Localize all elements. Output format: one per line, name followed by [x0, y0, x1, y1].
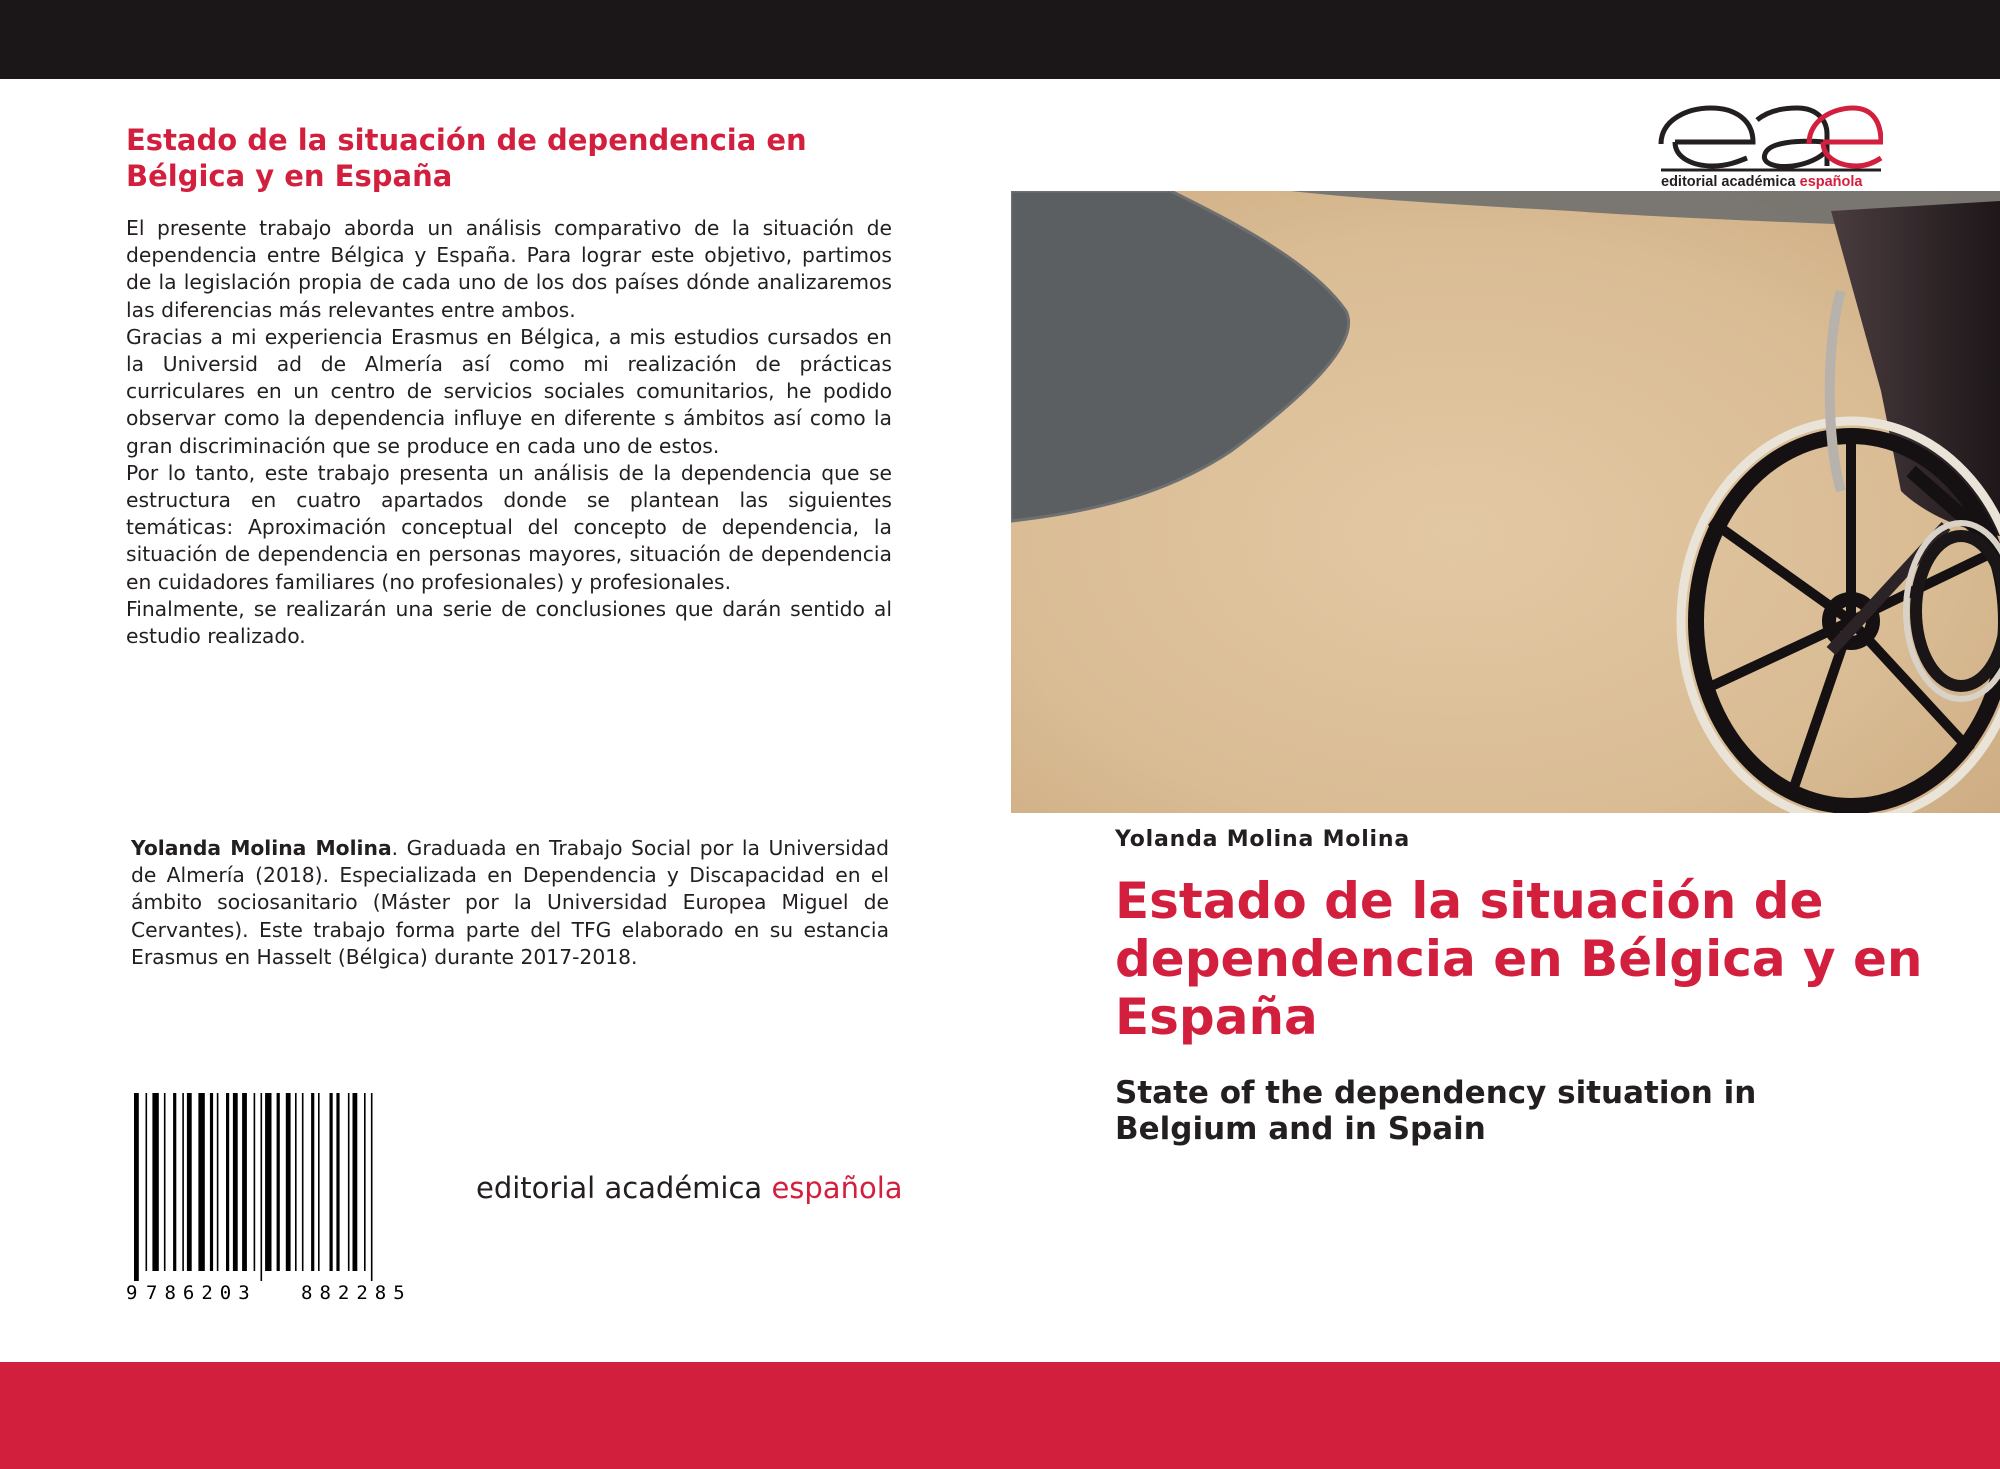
barcode-bar [173, 1093, 176, 1271]
blurb-paragraph: Por lo tanto, este trabajo presenta un análisis de la dependencia que se estructura en cuatro apartados donde se plantean las siguientes temáticas: Aproximación conceptual del concepto de dependencia, la situación de dependencia en personas mayores, situación de dependencia en cuidadores familiares (no profesionales) y profesionales. [126, 460, 892, 594]
barcode-bar [233, 1093, 238, 1271]
isbn-barcode [126, 1093, 460, 1303]
barcode-bar [164, 1093, 166, 1271]
barcode-bar [261, 1093, 263, 1281]
blurb-paragraph: El presente trabajo aborda un análisis comparativo de la situación de dependencia entre Bélgica y España. Para lograr este objetivo, partimos de la legislación propia de cada uno de los dos países dónde analizaremos las diferencias más relevantes entre ambos. [126, 216, 892, 322]
author-bio [131, 835, 889, 971]
barcode-bar [210, 1093, 213, 1271]
barcode-bar [286, 1093, 291, 1271]
barcode-bar [134, 1093, 139, 1281]
logo-text: editorial académica [1661, 174, 1796, 190]
author-bio-name: Yolanda Molina Molina [131, 836, 392, 860]
author-bio-text: . Graduada en Trabajo Social por la Universidad de Almería (2018). Especializada en Dependencia y Discapacidad en el ámbito sociosanitario (Máster por la Universidad Europea Miguel de Cervantes). Este trabajo forma parte del TFG elaborado en su estancia Erasmus en Hasselt (Bélgica) durante 2017-2018. [131, 836, 889, 969]
cover-photo-wheelchair [1011, 191, 2000, 813]
barcode-bar [217, 1093, 219, 1271]
barcode-bar [295, 1093, 297, 1271]
publisher-name-accent: española [771, 1171, 903, 1205]
publisher-name: editorial académica [476, 1171, 763, 1205]
barcode-bar [152, 1093, 158, 1271]
isbn-digit-prefix: 9 [126, 1282, 138, 1303]
barcode-bar [146, 1093, 148, 1271]
publisher-logo [1657, 100, 1883, 190]
barcode-bar [364, 1093, 366, 1271]
barcode-bar [330, 1093, 333, 1271]
isbn-digits-right: 882285 [301, 1282, 412, 1303]
publisher-imprint [476, 1168, 903, 1208]
barcode-bar [265, 1093, 271, 1271]
back-cover-blurb [126, 215, 892, 650]
barcode-bar [198, 1093, 204, 1271]
front-cover-subtitle: State of the dependency situation in Belgium and in Spain [1115, 1075, 1757, 1147]
barcode-bar [353, 1093, 358, 1271]
isbn-digits-left: 786203 [146, 1282, 257, 1303]
barcode-bar [277, 1093, 280, 1271]
barcode-bar [254, 1093, 256, 1271]
svg-text:editorial académica española [1661, 174, 1863, 190]
barcode-bar [336, 1093, 339, 1271]
blurb-paragraph: Finalmente, se realizarán una serie de conclusiones que darán sentido al estudio realizado. [126, 596, 892, 649]
bottom-red-band [0, 1362, 2000, 1469]
logo-text-accent: española [1799, 174, 1863, 190]
barcode-bar [371, 1093, 373, 1281]
top-dark-band [0, 0, 2000, 79]
front-cover-author: Yolanda Molina Molina [1115, 827, 1410, 852]
barcode-bar [226, 1093, 229, 1271]
blurb-paragraph: Gracias a mi experiencia Erasmus en Bélgica, a mis estudios cursados en la Universid ad de Almería así como mi realización de prácticas curriculares en un centro de servicios sociales comunitarios, he podido observar como la dependencia influye en diferente s ámbitos así como la gran discriminación que se produce en cada uno de estos. [126, 324, 892, 458]
barcode-bar [318, 1093, 320, 1271]
front-cover-title: Estado de la situación de dependencia en Bélgica y en España [1115, 872, 1923, 1046]
barcode-bar [302, 1093, 304, 1271]
barcode-bar [311, 1093, 314, 1271]
barcode-bar [182, 1093, 184, 1271]
barcode-bar [242, 1093, 247, 1271]
barcode-bar [187, 1093, 192, 1271]
barcode-bar [348, 1093, 350, 1271]
back-cover-title: Estado de la situación de dependencia en Bélgica y en España [126, 123, 807, 193]
